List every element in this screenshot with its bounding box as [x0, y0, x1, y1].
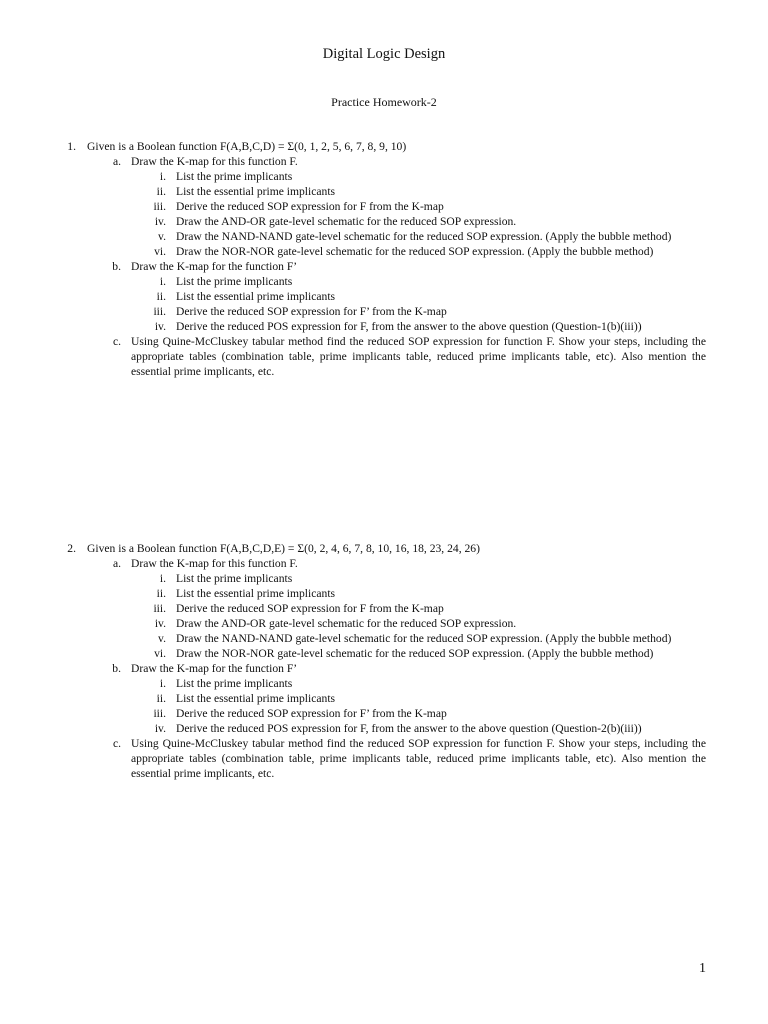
subitem	[62, 631, 706, 646]
subitem-number: i.	[159, 677, 166, 690]
part-letter: b.	[112, 662, 121, 675]
question-1	[62, 139, 706, 379]
subitem	[62, 184, 706, 199]
subitem-text: Draw the NAND-NAND gate-level schematic for the reduced SOP expression. (Apply the bubble method)	[176, 230, 672, 243]
subitem-text: Derive the reduced POS expression for F, from the answer to the above question (Question-2(b)(iii))	[176, 722, 642, 735]
question-text: Given is a Boolean function F(A,B,C,D,E) = Σ(0, 2, 4, 6, 7, 8, 10, 16, 18, 23, 24, 26)	[87, 542, 480, 555]
subitem-text: List the prime implicants	[176, 677, 293, 690]
part-text: Using Quine-McCluskey tabular method find the reduced SOP expression for function F. Show your steps, including the appropriate tables (combination table, prime implicants table, reduced prime implicants table, etc). Also mention the essential prime implicants, etc.	[131, 335, 706, 378]
document-subtitle: Practice Homework-2	[331, 95, 437, 109]
question-stem	[62, 139, 706, 154]
document-title: Digital Logic Design	[322, 46, 446, 62]
subitem-number: iv.	[154, 617, 166, 630]
subitem-text: Derive the reduced POS expression for F, from the answer to the above question (Question-1(b)(iii))	[176, 320, 642, 333]
part-text: Draw the K-map for this function F.	[131, 155, 298, 168]
part-text: Draw the K-map for the function F’	[131, 662, 298, 675]
subitem	[62, 676, 706, 691]
subitem	[62, 289, 706, 304]
subitem	[62, 214, 706, 229]
subitem-number: i.	[159, 572, 166, 585]
subitem	[62, 571, 706, 586]
question-text: Given is a Boolean function F(A,B,C,D) = Σ(0, 1, 2, 5, 6, 7, 8, 9, 10)	[87, 140, 407, 153]
question-number: 2.	[67, 542, 76, 555]
part-text: Draw the K-map for this function F.	[131, 557, 298, 570]
subitem-number: iii.	[153, 602, 166, 615]
subitem-number: v.	[158, 230, 166, 243]
part-letter: c.	[112, 335, 121, 348]
subitem-text: List the prime implicants	[176, 572, 293, 585]
subitem-number: iii.	[153, 200, 166, 213]
question-part	[62, 736, 706, 781]
question-part	[62, 556, 706, 571]
subitem-number: vi.	[154, 647, 166, 660]
subitem	[62, 274, 706, 289]
part-text: Draw the K-map for the function F’	[131, 260, 298, 273]
question-part	[62, 259, 706, 274]
subitem	[62, 586, 706, 601]
part-text: Using Quine-McCluskey tabular method find the reduced SOP expression for function F. Show your steps, including the appropriate tables (combination table, prime implicants table, reduced prime implicants table, etc). Also mention the essential prime implicants, etc.	[131, 737, 706, 780]
subitem	[62, 244, 706, 259]
subitem-text: List the essential prime implicants	[176, 185, 336, 198]
part-letter: c.	[112, 737, 121, 750]
subitem-text: Draw the NOR-NOR gate-level schematic for the reduced SOP expression. (Apply the bubble method)	[176, 647, 654, 660]
question-part	[62, 334, 706, 379]
subitem-number: i.	[159, 170, 166, 183]
subitem-text: Derive the reduced SOP expression for F’ from the K-map	[176, 305, 447, 318]
subitem	[62, 616, 706, 631]
subitem-number: ii.	[156, 185, 166, 198]
subitem	[62, 199, 706, 214]
subitem-number: iv.	[154, 722, 166, 735]
subitem-text: Draw the NAND-NAND gate-level schematic for the reduced SOP expression. (Apply the bubble method)	[176, 632, 672, 645]
subitem-text: Draw the AND-OR gate-level schematic for the reduced SOP expression.	[176, 215, 517, 228]
subitem-number: i.	[159, 275, 166, 288]
question-part	[62, 661, 706, 676]
subitem	[62, 229, 706, 244]
question-stem	[62, 541, 706, 556]
part-letter: a.	[112, 155, 121, 168]
subitem	[62, 304, 706, 319]
subitem	[62, 319, 706, 334]
page-number: 1	[699, 961, 706, 976]
subitem	[62, 691, 706, 706]
question-part	[62, 154, 706, 169]
part-letter: a.	[112, 557, 121, 570]
subitem-text: Derive the reduced SOP expression for F from the K-map	[176, 602, 444, 615]
part-letter: b.	[112, 260, 121, 273]
subitem-text: List the essential prime implicants	[176, 290, 336, 303]
subitem-text: List the prime implicants	[176, 170, 293, 183]
subitem-text: List the prime implicants	[176, 275, 293, 288]
subitem-text: Derive the reduced SOP expression for F from the K-map	[176, 200, 444, 213]
subitem-text: Derive the reduced SOP expression for F’ from the K-map	[176, 707, 447, 720]
subitem-number: iv.	[154, 215, 166, 228]
subitem-text: List the essential prime implicants	[176, 692, 336, 705]
subitem-number: iv.	[154, 320, 166, 333]
subitem-number: ii.	[156, 587, 166, 600]
subitem-number: ii.	[156, 290, 166, 303]
subitem	[62, 169, 706, 184]
question-number: 1.	[67, 140, 76, 153]
subitem-number: ii.	[156, 692, 166, 705]
subitem-number: iii.	[153, 707, 166, 720]
subitem-number: vi.	[154, 245, 166, 258]
subitem	[62, 706, 706, 721]
subitem-number: v.	[158, 632, 166, 645]
subitem-text: Draw the NOR-NOR gate-level schematic for the reduced SOP expression. (Apply the bubble method)	[176, 245, 654, 258]
subitem-text: Draw the AND-OR gate-level schematic for the reduced SOP expression.	[176, 617, 517, 630]
subitem-number: iii.	[153, 305, 166, 318]
question-2	[62, 541, 706, 781]
subitem	[62, 646, 706, 661]
subitem	[62, 601, 706, 616]
subitem	[62, 721, 706, 736]
subitem-text: List the essential prime implicants	[176, 587, 336, 600]
